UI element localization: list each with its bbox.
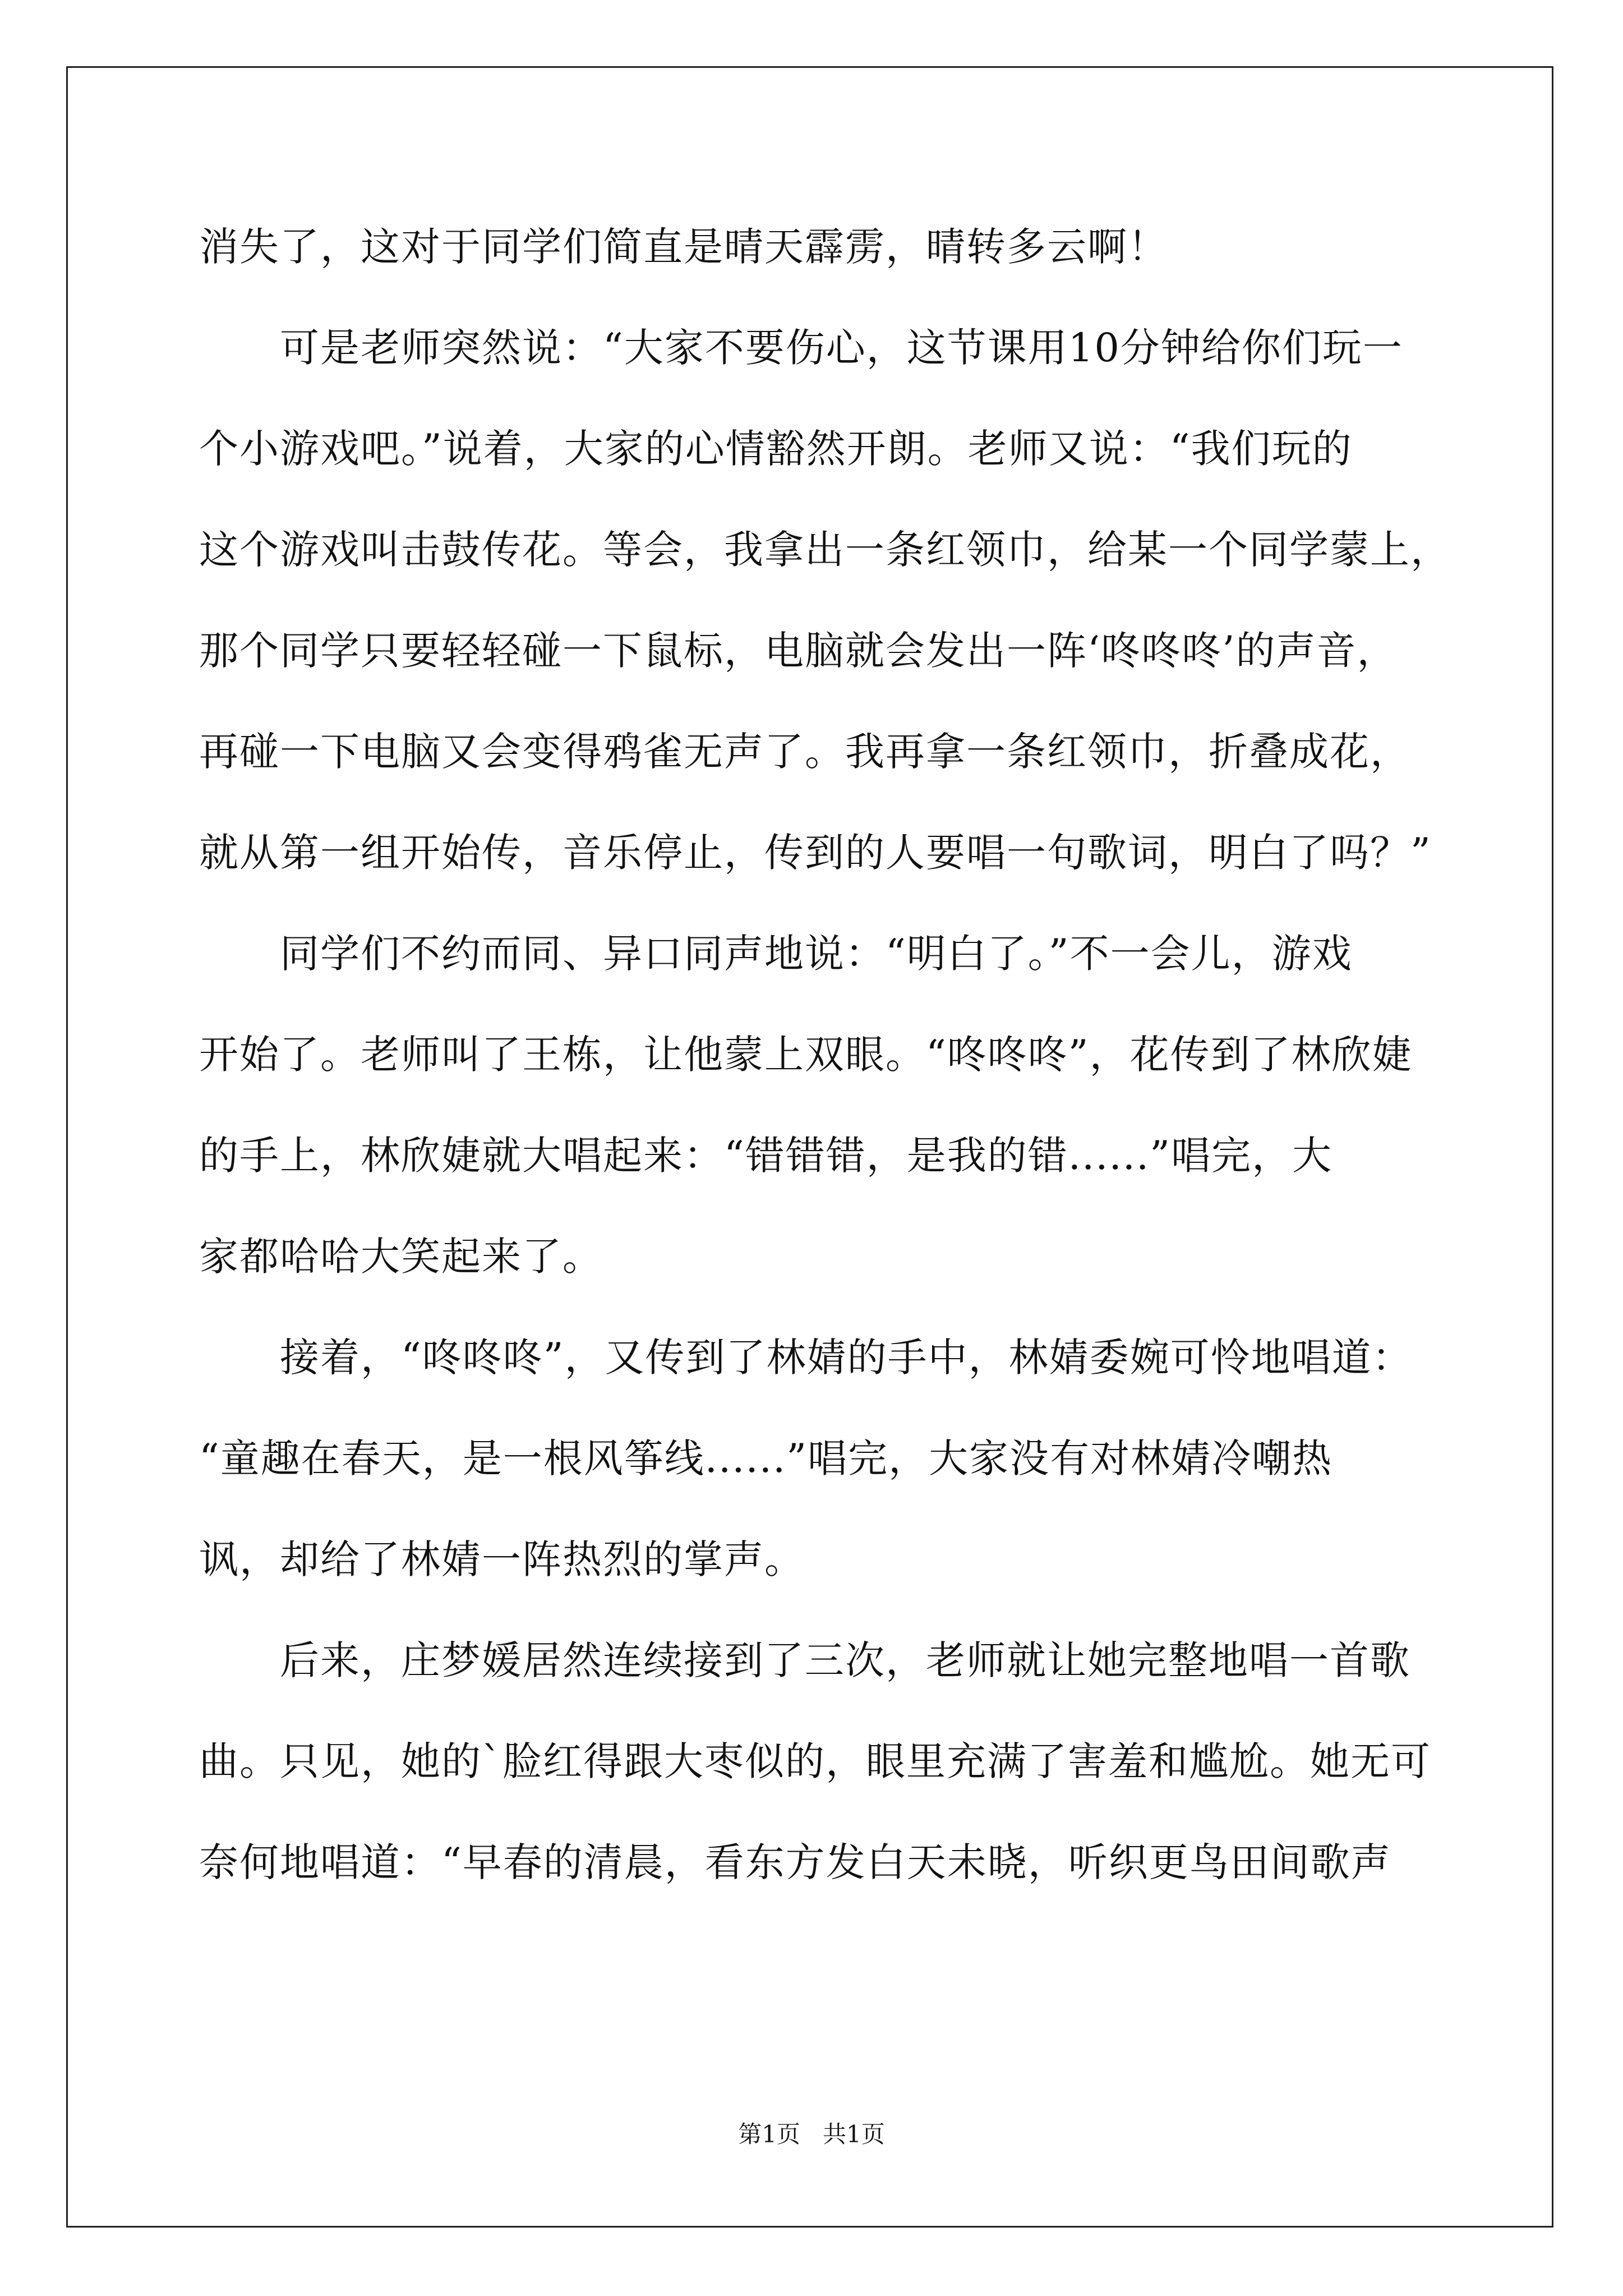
page-number: 第1页	[738, 2120, 800, 2148]
text-line: 奈何地唱道：“早春的清晨，看东方发白天未晓，听织更鸟田间歌声	[199, 1839, 1391, 1885]
text-line: 曲。只见，她的`脸红得跟大枣似的，眼里充满了害羞和尴尬。她无可	[199, 1738, 1431, 1784]
text-line: 开始了。老师叫了王栋，让他蒙上双眼。“咚咚咚”，花传到了林欣婕	[199, 1032, 1413, 1078]
text-line: 个小游戏吧。”说着，大家的心情豁然开朗。老师又说：“我们玩的	[199, 426, 1353, 472]
page-total: 共1页	[823, 2120, 885, 2148]
text-line: 后来，庄梦媛居然连续接到了三次，老师就让她完整地唱一首歌	[199, 1637, 1410, 1683]
text-line: 再碰一下电脑又会变得鸦雀无声了。我再拿一条红领巾，折叠成花，	[199, 729, 1410, 775]
text-line: 接着，“咚咚咚”，又传到了林婧的手中，林婧委婉可怜地唱道：	[199, 1335, 1413, 1381]
text-line: 那个同学只要轻轻碰一下鼠标，电脑就会发出一阵‘咚咚咚’的声音，	[199, 628, 1398, 674]
text-line: 这个游戏叫击鼓传花。等会，我拿出一条红领巾，给某一个同学蒙上，	[199, 527, 1451, 573]
text-line: 家都哈哈大笑起来了。	[199, 1234, 603, 1280]
page-footer	[0, 2118, 1623, 2151]
text-line: 可是老师突然说：“大家不要伤心，这节课用10分钟给你们玩一	[199, 325, 1403, 371]
text-line: 讽，却给了林婧一阵热烈的掌声。	[199, 1536, 805, 1582]
text-line: 就从第一组开始传，音乐停止，传到的人要唱一句歌词，明白了吗？”	[199, 830, 1432, 876]
text-line: 同学们不约而同、异口同声地说：“明白了。”不一会儿，游戏	[199, 931, 1353, 977]
text-line: “童趣在春天，是一根风筝线......”唱完，大家没有对林婧冷嘲热	[199, 1435, 1333, 1481]
text-line: 的手上，林欣婕就大唱起来：“错错错，是我的错......”唱完，大	[199, 1133, 1333, 1179]
text-line: 消失了，这对于同学们简直是晴天霹雳，晴转多云啊！	[199, 224, 1168, 270]
